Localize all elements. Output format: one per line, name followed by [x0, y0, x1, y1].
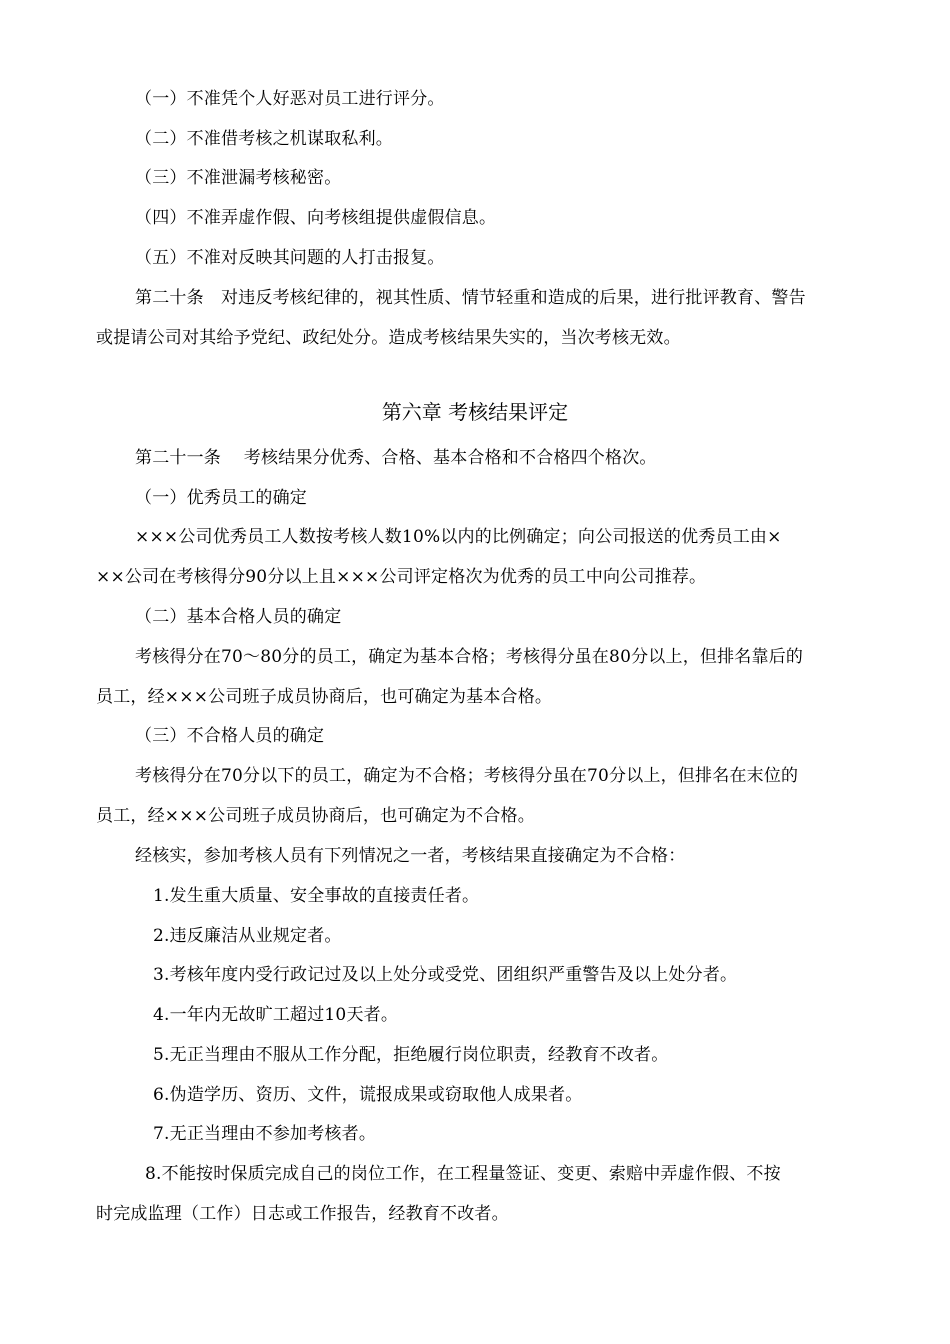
- prohibition-4: （四）不准弄虚作假、向考核组提供虚假信息。: [135, 208, 497, 228]
- prohibition-2: （二）不准借考核之机谋取私利。: [135, 129, 393, 149]
- condition-2: 2.违反廉洁从业规定者。: [153, 926, 342, 946]
- prohibition-1: （一）不准凭个人好恶对员工进行评分。: [135, 89, 445, 109]
- unqualified-line-1: 考核得分在70分以下的员工，确定为不合格；考核得分虽在70分以上，但排名在末位的: [135, 766, 799, 786]
- article-21: 第二十一条 考核结果分优秀、合格、基本合格和不合格四个格次。: [135, 448, 657, 468]
- basic-heading: （二）基本合格人员的确定: [135, 607, 342, 627]
- chapter-6-title: 第六章 考核结果评定: [381, 400, 569, 424]
- condition-7: 7.无正当理由不参加考核者。: [153, 1124, 377, 1144]
- condition-5: 5.无正当理由不服从工作分配，拒绝履行岗位职责，经教育不改者。: [153, 1045, 669, 1065]
- condition-8-line-2: 时完成监理（工作）日志或工作报告，经教育不改者。: [96, 1204, 509, 1224]
- unqualified-heading: （三）不合格人员的确定: [135, 726, 325, 746]
- basic-line-1: 考核得分在70～80分的员工，确定为基本合格；考核得分虽在80分以上，但排名靠后的: [135, 647, 804, 667]
- excellent-line-1: ×××公司优秀员工人数按考核人数10%以内的比例确定；向公司报送的优秀员工由×: [135, 527, 782, 547]
- condition-1: 1.发生重大质量、安全事故的直接责任者。: [153, 886, 480, 906]
- excellent-line-2: ××公司在考核得分90分以上且×××公司评定格次为优秀的员工中向公司推荐。: [96, 567, 707, 587]
- unqualified-line-2: 员工，经×××公司班子成员协商后，也可确定为不合格。: [96, 806, 535, 826]
- prohibition-5: （五）不准对反映其问题的人打击报复。: [135, 248, 445, 268]
- condition-4: 4.一年内无故旷工超过10天者。: [153, 1005, 399, 1025]
- condition-3: 3.考核年度内受行政记过及以上处分或受党、团组织严重警告及以上处分者。: [153, 965, 738, 985]
- excellent-heading: （一）优秀员工的确定: [135, 488, 307, 508]
- condition-8-line-1: 8.不能按时保质完成自己的岗位工作，在工程量签证、变更、索赔中弄虚作假、不按: [145, 1164, 781, 1184]
- basic-line-2: 员工，经×××公司班子成员协商后，也可确定为基本合格。: [96, 687, 553, 707]
- prohibition-3: （三）不准泄漏考核秘密。: [135, 168, 342, 188]
- article-20-line-2: 或提请公司对其给予党纪、政纪处分。造成考核结果失实的，当次考核无效。: [96, 328, 681, 348]
- article-20-line-1: 第二十条 对违反考核纪律的，视其性质、情节轻重和造成的后果，进行批评教育、警告: [135, 288, 806, 308]
- condition-6: 6.伪造学历、资历、文件，谎报成果或窃取他人成果者。: [153, 1085, 583, 1105]
- verified-intro: 经核实，参加考核人员有下列情况之一者，考核结果直接确定为不合格：: [135, 846, 686, 866]
